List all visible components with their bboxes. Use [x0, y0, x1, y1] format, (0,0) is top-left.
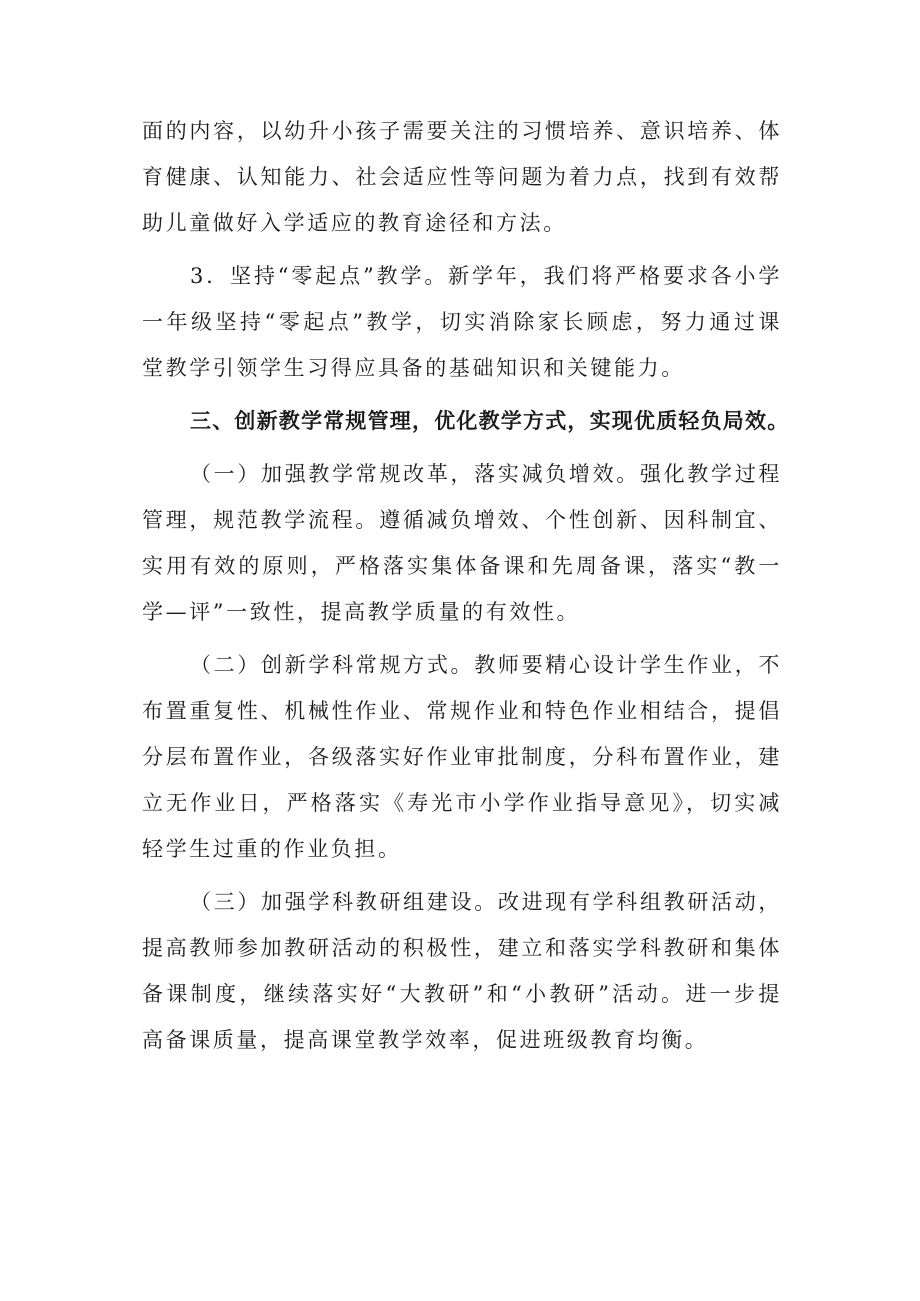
paragraph-continuation: 面的内容，以幼升小孩子需要关注的习惯培养、意识培养、体育健康、认知能力、社会适应性等问题为着力点，找到有效帮助儿童做好入学适应的教育途径和方法。 [142, 119, 782, 235]
paragraph-subject-routine-innovation: （二）创新学科常规方式。教师要精心设计学生作业，不布置重复性、机械性作业、常规作业和特色作业相结合，提倡分层布置作业，各级落实好作业审批制度，分科布置作业，建立无作业日，严格落实《寿光市小学作业指导意见》，切实减轻学生过重的作业负担。 [142, 653, 782, 861]
paragraph-research-group-building: （三）加强学科教研组建设。改进现有学科组教研活动，提高教师参加教研活动的积极性，建立和落实学科教研和集体备课制度，继续落实好“大教研”和“小教研”活动。进一步提高备课质量，提高课堂教学效率，促进班级教育均衡。 [142, 890, 782, 1052]
paragraph-zero-start-teaching: 3．坚持“零起点”教学。新学年，我们将严格要求各小学一年级坚持“零起点”教学，切实消除家长顾虑，努力通过课堂教学引领学生习得应具备的基础知识和关键能力。 [142, 264, 782, 380]
paragraph-teaching-routine-reform: （一）加强教学常规改革，落实减负增效。强化教学过程管理，规范教学流程。遵循减负增效、个性创新、因科制宜、实用有效的原则，严格落实集体备课和先周备课，落实“教一学—评”一致性，提高教学质量的有效性。 [142, 462, 782, 624]
section-heading-three: 三、创新教学常规管理，优化教学方式，实现优质轻负局效。 [190, 409, 790, 433]
document-body [142, 108, 790, 1070]
